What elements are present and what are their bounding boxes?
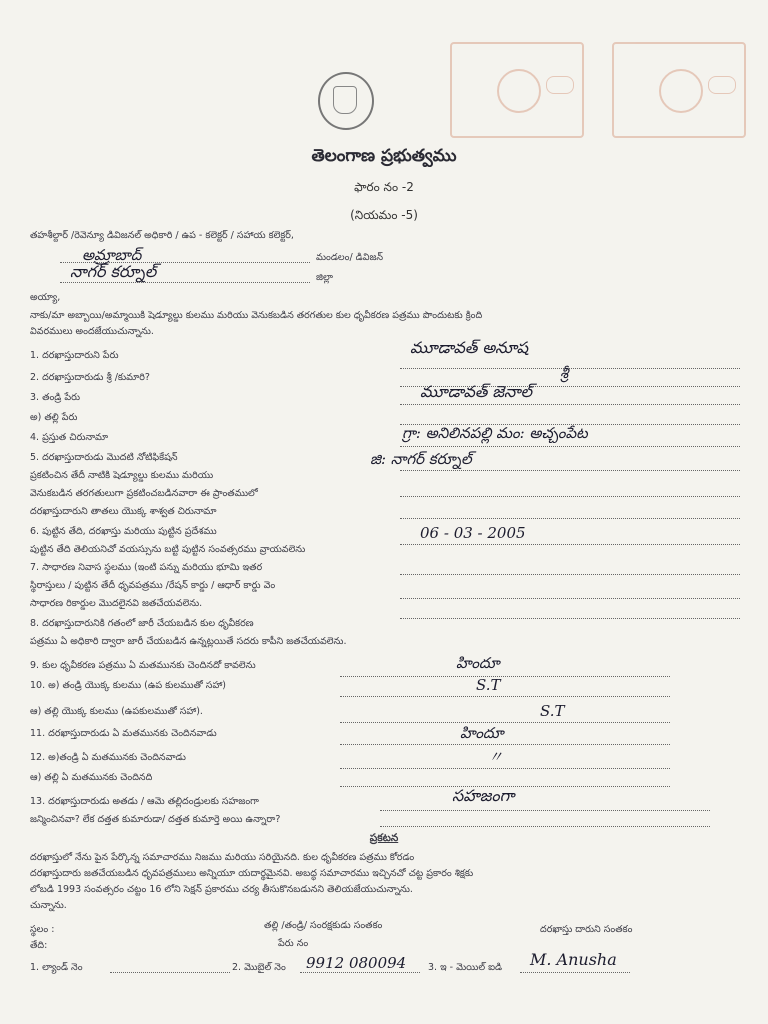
place-label: స్థలం : <box>30 924 55 935</box>
district-value: నాగర్ కర్నూల్ <box>70 262 157 281</box>
field-value: జి: నాగర్ కర్నూల్ <box>370 450 472 468</box>
declaration-line: దరఖాస్తుదారు జతచేయబడిన ధృవపత్రములు అన్నియూ యదార్థమైనవి. అబద్ధ సమాచారము ఇచ్చినచో చట్ట ప్రకారం శిక్షకు <box>30 868 474 879</box>
intro-line-2: వివరములు అందజేయుచున్నాను. <box>30 326 154 337</box>
email-label: 3. ఇ - మెయిల్ ఐడి <box>428 962 503 973</box>
field-label: 8. దరఖాస్తుదారునికి గతంలో జారీ చేయబడిన కుల ధృవీకరణ <box>30 618 254 629</box>
mandal-label: మండలం/ డివిజన్ <box>316 252 384 263</box>
field-label: 9. కుల ధృవీకరణ పత్రము ఏ మతమునకు చెందినదో కావలెను <box>30 660 256 671</box>
salutation: అయ్యా, <box>30 292 61 303</box>
form-title: తెలంగాణ ప్రభుత్వము <box>311 146 457 166</box>
guardian-signature-label: తల్లి /తండ్రి/ సంరక్షకుడు సంతకం <box>264 920 383 931</box>
mobile-value: 9912 080094 <box>306 954 407 972</box>
field-label: పుట్టిన తేది తెలియనిచో వయస్సును బట్టి పుట్టిన సంవత్సరము వ్రాయవలెను <box>30 544 306 555</box>
field-label: ఆ) తల్లి యొక్క కులము (ఉపకులముతో సహా). <box>30 706 203 717</box>
field-label: పత్రము ఏ అధికారి ద్వారా జారీ చేయబడిన ఉన్నట్లయితే సదరు కాపీని జతచేయవలెను. <box>30 636 347 647</box>
field-label: 3. తండ్రి పేరు <box>30 392 81 403</box>
field-label: స్థిరాస్తులు / పుట్టిన తేదీ ధృవపత్రము /రేషన్ కార్డు / ఆధార్ కార్డు వెం <box>30 580 276 591</box>
field-value: గ్రా: అనిలినపల్లి మం: అచ్చంపేట <box>402 424 588 442</box>
field-label: 13. దరఖాస్తుదారుడు అతడు / ఆమె తల్లిదండ్రులకు సహజంగా <box>30 796 259 807</box>
field-label: 7. సాధారణ నివాస స్థలము (ఇంటి పన్ను మరియు భూమి ఇతర <box>30 562 263 573</box>
form-rule: (నియమం -5) <box>350 208 418 222</box>
field-label: వెనుకబడిన తరగతులుగా ప్రకటించబడినవారా ఈ ప్రాంతములో <box>30 488 258 499</box>
field-value: 〃 <box>488 748 504 766</box>
field-value: మూడావత్ జెనాల్ <box>420 382 533 401</box>
field-label: సాధారణ రికార్డుల మొదలైనవి జతచేయవలెను. <box>30 598 203 609</box>
field-value: 06 - 03 - 2005 <box>420 524 526 542</box>
revenue-stamp-left <box>450 42 584 138</box>
field-label: 11. దరఖాస్తుదారుడు ఏ మతమునకు చెందినవాడు <box>30 728 217 739</box>
addressee-line: తహశీల్దార్ /రెవెన్యూ డివిజనల్ అధికారి / ఉప - కలెక్టర్ / సహాయ కలెక్టర్, <box>30 230 294 241</box>
field-label: 1. దరఖాస్తుదారుని పేరు <box>30 350 119 361</box>
field-label: 4. ప్రస్తుత చిరునామా <box>30 432 109 443</box>
field-label: 6. పుట్టిన తేది, దరఖాస్తు మరియు పుట్టిన ప్రదేశము <box>30 526 217 537</box>
field-label: 2. దరఖాస్తుదారుడు శ్రీ /కుమారి? <box>30 372 150 383</box>
landline-label: 1. ల్యాండ్ నెం <box>30 962 83 973</box>
mobile-label: 2. మొబైల్ నెం <box>232 962 286 973</box>
date-label: తేది: <box>30 940 48 951</box>
field-label: 10. అ) తండ్రి యొక్క కులము (ఉప కులముతో సహా) <box>30 680 226 691</box>
telangana-emblem-icon <box>318 72 374 130</box>
district-label: జిల్లా <box>316 272 333 283</box>
guardian-name-label: పేరు నం <box>278 938 309 949</box>
applicant-signature: M. Anusha <box>530 950 617 969</box>
revenue-stamp-right <box>612 42 746 138</box>
declaration-line: లోబడి 1993 సంవత్సరం చట్టం 16 లోని సెక్షన్ ప్రకారము చర్య తీసుకొనబడునని తెలియజేయుచున్నాను. <box>30 884 413 895</box>
declaration-line: చున్నాను. <box>30 900 67 911</box>
declaration-line: దరఖాస్తులో నేను పైన పేర్కొన్న సమాచారము నిజము మరియు సరియైనది. కుల ధృవీకరణ పత్రము కోరడం <box>30 852 415 863</box>
field-label: జన్మించినవా? లేక దత్తత కుమారుడా/ దత్తత కుమార్తె అయి ఉన్నారా? <box>30 814 281 825</box>
field-value: మూడావత్ అనూష <box>410 338 528 357</box>
field-value: హిందూ <box>460 724 504 742</box>
intro-line-1: నాకు/మా అబ్బాయి/అమ్మాయికి షెడ్యూల్డు కులము మరియు వెనుకబడిన తరగతుల కుల ధృవీకరణ పత్రము పొందుటకు క్రింది <box>30 310 483 321</box>
field-label: ఆ) తల్లి ఏ మతమునకు చెందినది <box>30 772 153 783</box>
field-label: అ) తల్లి పేరు <box>30 412 78 423</box>
field-value: S.T <box>540 702 565 720</box>
field-label: దరఖాస్తుదారుని తాతలు యొక్క శాశ్వత చిరునామా <box>30 506 217 517</box>
field-value: S.T <box>476 676 501 694</box>
field-value: హిందూ <box>456 654 500 672</box>
declaration-heading: ప్రకటన <box>369 832 399 844</box>
field-label: 12. అ)తండ్రి ఏ మతమునకు చెందినవాడు <box>30 752 186 763</box>
field-value: సహజంగా <box>452 786 515 805</box>
form-number: ఫారం నం -2 <box>354 180 414 194</box>
field-label: 5. దరఖాస్తుదారుడు మొదటి నోటిఫికేషన్ <box>30 452 178 463</box>
field-label: ప్రకటించిన తేదీ నాటికి షెడ్యూల్డు కులము మరియు <box>30 470 214 481</box>
applicant-signature-label: దరఖాస్తు దారుని సంతకం <box>540 924 633 935</box>
addressee-place-value: అమ్రాబాద్ <box>82 246 142 264</box>
field-value: శ్రీ <box>560 364 569 382</box>
